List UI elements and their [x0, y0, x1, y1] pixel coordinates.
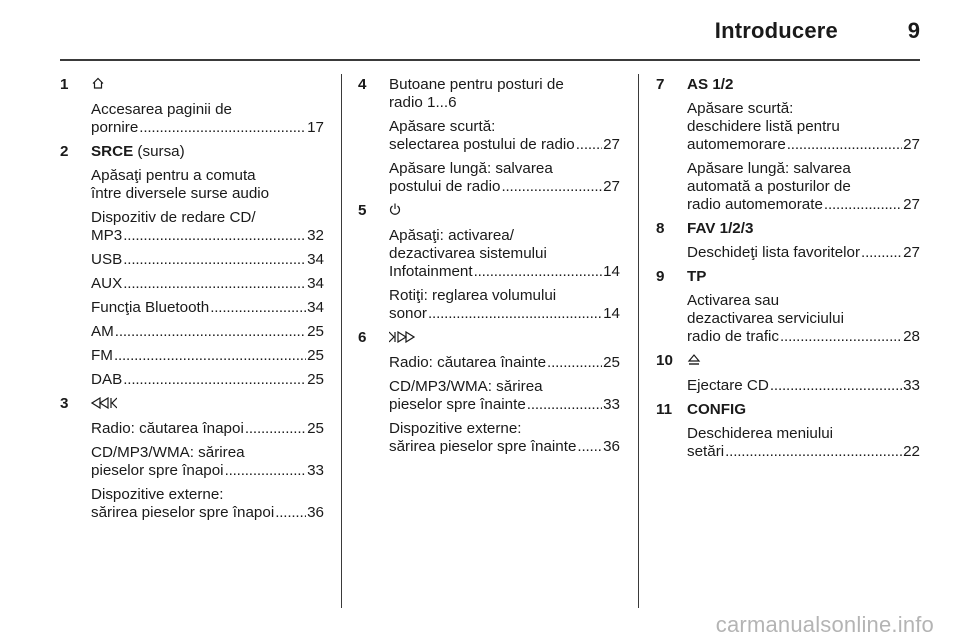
legend-item — [60, 143, 324, 389]
toc-line — [687, 328, 920, 346]
page-number: 9 — [907, 18, 920, 43]
item-heading — [389, 76, 620, 94]
item-heading — [687, 76, 920, 94]
item-number: 10 — [656, 352, 673, 369]
toc-line — [91, 227, 324, 245]
page-reference: 25 — [603, 354, 620, 371]
heading-text-continued: radio 1...6 — [389, 94, 457, 111]
dot-leader — [245, 420, 306, 438]
entry-text: postului de radio — [389, 178, 501, 195]
legend-item — [656, 76, 920, 214]
entry-paragraph — [91, 323, 324, 341]
toc-line — [389, 178, 620, 196]
dot-leader — [824, 196, 902, 214]
toc-line — [687, 377, 920, 395]
page-reference: 27 — [903, 136, 920, 153]
entry-text: Ejectare CD — [687, 377, 769, 394]
item-number: 4 — [358, 76, 367, 93]
entry-text: Apăsaţi: activarea/ — [389, 227, 514, 244]
page-reference: 28 — [903, 328, 920, 345]
page-reference: 33 — [903, 377, 920, 394]
entry-paragraph — [687, 244, 920, 262]
entry-text: selectarea postului de radio — [389, 136, 575, 153]
home-icon — [91, 76, 105, 94]
toc-line — [91, 347, 324, 365]
toc-line — [389, 136, 620, 154]
legend-item — [358, 329, 620, 456]
entry-text: radio automemorate — [687, 196, 823, 213]
dot-leader — [139, 119, 306, 137]
dot-leader — [428, 305, 602, 323]
page-reference: 17 — [307, 119, 324, 136]
entry-text: AM — [91, 323, 114, 340]
legend-item — [656, 352, 920, 395]
control-name: AS 1/2 — [687, 76, 734, 93]
toc-line — [389, 438, 620, 456]
dot-leader — [780, 328, 902, 346]
entry-text: sonor — [389, 305, 427, 322]
dot-leader — [547, 354, 602, 372]
entry-text: Activarea sau — [687, 292, 780, 309]
item-heading — [91, 143, 324, 161]
page-reference: 27 — [903, 244, 920, 261]
entry-text: Dispozitiv de redare CD/ — [91, 209, 256, 226]
toc-line — [389, 396, 620, 414]
page-reference: 14 — [603, 305, 620, 322]
dot-leader — [275, 504, 306, 522]
page-reference: 32 — [307, 227, 324, 244]
entry-text: Deschideţi lista favoritelor — [687, 244, 861, 261]
page-reference: 25 — [307, 347, 324, 364]
entry-paragraph — [91, 251, 324, 269]
toc-line — [389, 263, 620, 281]
entry-text: deschidere listă pentru — [687, 118, 840, 135]
column-2 — [358, 76, 620, 456]
item-number: 5 — [358, 202, 367, 219]
page-reference: 34 — [307, 299, 324, 316]
toc-line — [91, 323, 324, 341]
entry-paragraph — [91, 371, 324, 389]
entry-paragraph — [389, 354, 620, 372]
dot-leader — [225, 462, 307, 480]
column-divider-2 — [638, 74, 639, 608]
toc-line — [91, 371, 324, 389]
entry-paragraph — [91, 101, 324, 137]
entry-paragraph — [91, 167, 324, 203]
toc-line — [91, 504, 324, 522]
item-heading — [687, 220, 920, 238]
entry-text: automată a posturilor de — [687, 178, 851, 195]
toc-line — [91, 251, 324, 269]
entry-text: MP3 — [91, 227, 123, 244]
entry-text: Apăsare scurtă: — [389, 118, 496, 135]
entry-text: Dispozitive externe: — [389, 420, 522, 437]
toc-line — [91, 420, 324, 438]
toc-line — [687, 244, 920, 262]
item-heading — [389, 329, 620, 348]
toc-line — [91, 275, 324, 293]
entry-text: Dispozitive externe: — [91, 486, 224, 503]
entry-paragraph — [687, 425, 920, 461]
entry-text: DAB — [91, 371, 123, 388]
legend-item — [656, 268, 920, 346]
entry-paragraph — [687, 100, 920, 154]
entry-text: CD/MP3/WMA: sărirea — [91, 444, 245, 461]
legend-item — [656, 220, 920, 262]
entry-text: Apăsare scurtă: — [687, 100, 794, 117]
toc-line — [91, 299, 324, 317]
page-reference: 27 — [903, 196, 920, 213]
dot-leader — [725, 443, 902, 461]
entry-paragraph — [389, 227, 620, 281]
page-reference: 25 — [307, 420, 324, 437]
entry-paragraph — [389, 420, 620, 456]
entry-paragraph — [687, 160, 920, 214]
power-icon — [389, 202, 401, 220]
item-number: 3 — [60, 395, 69, 412]
toc-line — [389, 305, 620, 323]
entry-text: sărirea pieselor spre înapoi — [91, 504, 275, 521]
page-reference: 27 — [603, 136, 620, 153]
toc-line — [389, 354, 620, 372]
toc-line — [687, 196, 920, 214]
entry-text: Funcţia Bluetooth — [91, 299, 210, 316]
toc-line — [687, 136, 920, 154]
entry-text: setări — [687, 443, 725, 460]
dot-leader — [210, 299, 306, 317]
page-reference: 25 — [307, 323, 324, 340]
item-heading — [389, 202, 620, 221]
item-number: 7 — [656, 76, 665, 93]
legend-item — [358, 202, 620, 323]
column-divider-1 — [341, 74, 342, 608]
eject-icon — [687, 352, 701, 370]
dot-leader — [527, 396, 602, 414]
entry-paragraph — [389, 160, 620, 196]
heading-text: Butoane pentru posturi de — [389, 76, 564, 93]
entry-text: pieselor spre înainte — [389, 396, 526, 413]
entry-text: Apăsare lungă: salvarea — [687, 160, 851, 177]
item-number: 1 — [60, 76, 69, 93]
entry-paragraph — [389, 378, 620, 414]
item-number: 9 — [656, 268, 665, 285]
entry-paragraph — [91, 347, 324, 365]
item-number: 6 — [358, 329, 367, 346]
dot-leader — [123, 227, 306, 245]
entry-text: pornire — [91, 119, 139, 136]
entry-text: între diversele surse audio — [91, 185, 270, 202]
entry-paragraph — [687, 292, 920, 346]
dot-leader — [115, 323, 306, 341]
entry-text: Infotainment — [389, 263, 473, 280]
page-reference: 33 — [603, 396, 620, 413]
control-name: FAV 1/2/3 — [687, 220, 754, 237]
page-reference: 22 — [903, 443, 920, 460]
entry-paragraph — [91, 299, 324, 317]
entry-text: sărirea pieselor spre înainte — [389, 438, 577, 455]
page-reference: 36 — [603, 438, 620, 455]
entry-text: pieselor spre înapoi — [91, 462, 224, 479]
dot-leader — [123, 371, 306, 389]
dot-leader — [787, 136, 902, 154]
page-reference: 14 — [603, 263, 620, 280]
seek-forward-icon — [389, 329, 415, 347]
control-name: CONFIG — [687, 401, 747, 418]
entry-paragraph — [389, 118, 620, 154]
page-reference: 34 — [307, 251, 324, 268]
dot-leader — [577, 438, 602, 456]
page-reference: 27 — [603, 178, 620, 195]
entry-paragraph — [91, 275, 324, 293]
item-heading — [687, 352, 920, 371]
legend-item — [358, 76, 620, 196]
item-heading — [687, 268, 920, 286]
page-reference: 33 — [307, 462, 324, 479]
entry-text: automemorare — [687, 136, 786, 153]
entry-text: FM — [91, 347, 113, 364]
entry-text: Radio: căutarea înainte — [389, 354, 547, 371]
entry-text: dezactivarea serviciului — [687, 310, 845, 327]
toc-line — [91, 119, 324, 137]
control-name: TP — [687, 268, 707, 285]
column-1 — [60, 76, 324, 522]
page-title: Introducere — [714, 18, 838, 43]
column-3 — [656, 76, 920, 461]
entry-text: Deschiderea meniului — [687, 425, 834, 442]
entry-text: AUX — [91, 275, 123, 292]
heading-text: (sursa) — [133, 143, 185, 160]
entry-paragraph — [91, 420, 324, 438]
entry-text: USB — [91, 251, 123, 268]
entry-text: dezactivarea sistemului — [389, 245, 547, 262]
page-reference: 34 — [307, 275, 324, 292]
entry-paragraph — [91, 486, 324, 522]
legend-item — [60, 76, 324, 137]
entry-text: CD/MP3/WMA: sărirea — [389, 378, 543, 395]
entry-text: radio de trafic — [687, 328, 780, 345]
entry-text: Radio: căutarea înapoi — [91, 420, 244, 437]
control-name: SRCE — [91, 143, 134, 160]
entry-text: Apăsare lungă: salvarea — [389, 160, 553, 177]
entry-paragraph — [91, 444, 324, 480]
watermark: carmanualsonline.info — [715, 612, 934, 637]
item-heading — [91, 395, 324, 414]
dot-leader — [501, 178, 602, 196]
entry-text: Rotiţi: reglarea volumului — [389, 287, 557, 304]
legend-item — [656, 401, 920, 461]
toc-line — [91, 462, 324, 480]
seek-back-icon — [91, 395, 117, 413]
dot-leader — [114, 347, 306, 365]
item-heading — [687, 401, 920, 419]
dot-leader — [474, 263, 603, 281]
item-heading — [91, 76, 324, 95]
item-number: 8 — [656, 220, 665, 237]
dot-leader — [123, 251, 306, 269]
page-reference: 25 — [307, 371, 324, 388]
entry-paragraph — [389, 287, 620, 323]
entry-text: Accesarea paginii de — [91, 101, 232, 118]
dot-leader — [861, 244, 902, 262]
page-reference: 36 — [307, 504, 324, 521]
dot-leader — [123, 275, 306, 293]
entry-paragraph — [687, 377, 920, 395]
entry-text: Apăsaţi pentru a comuta — [91, 167, 256, 184]
entry-paragraph — [91, 209, 324, 245]
legend-item — [60, 395, 324, 522]
toc-line — [687, 443, 920, 461]
item-number: 11 — [656, 401, 673, 418]
dot-leader — [576, 136, 602, 154]
header-rule — [60, 59, 920, 61]
item-number: 2 — [60, 143, 69, 160]
dot-leader — [770, 377, 902, 395]
